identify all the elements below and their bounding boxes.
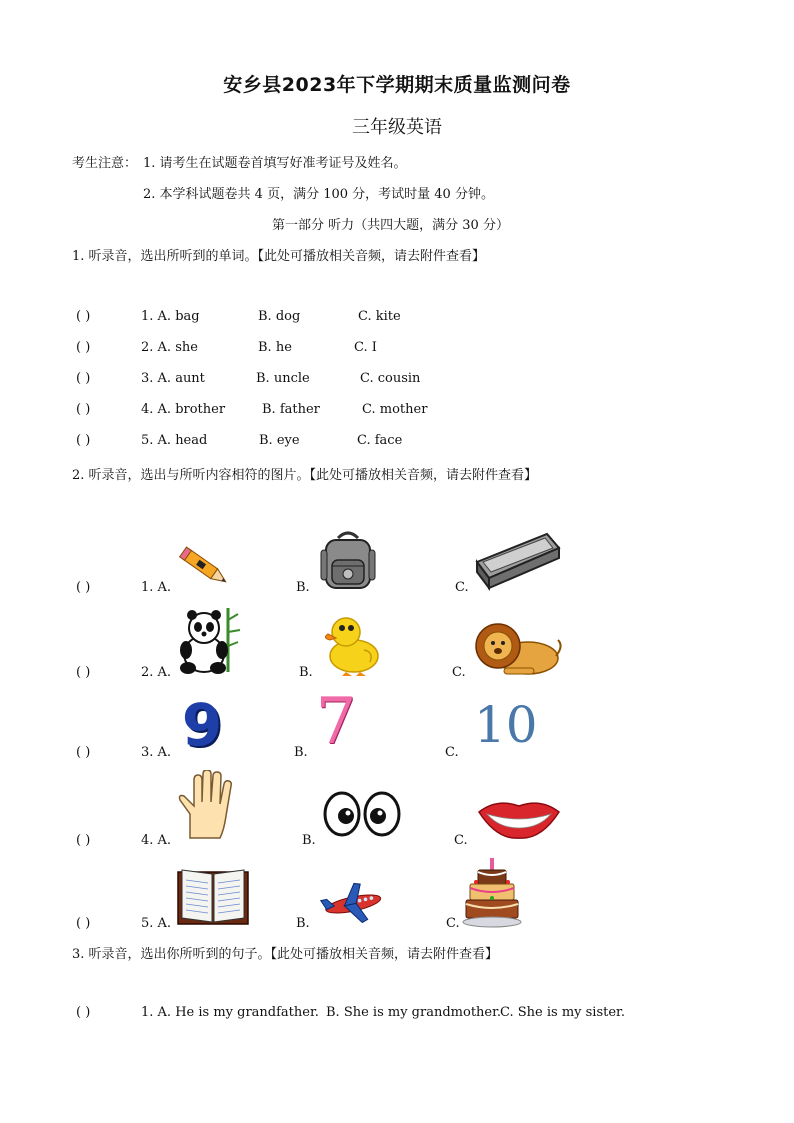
section3-heading: 3. 听录音，选出你所听到的句子。【此处可播放相关音频，请去附件查看】	[72, 947, 499, 962]
section1-heading: 1. 听录音，选出所听到的单词。【此处可播放相关音频，请去附件查看】	[72, 249, 486, 264]
option-a: 1. A. He is my grandfather.	[141, 1005, 319, 1020]
exam-title: 安乡县2023年下学期期末质量监测问卷	[223, 74, 571, 96]
backpack-icon[interactable]	[318, 530, 378, 592]
option-a: 1. A. bag	[141, 309, 200, 324]
option-b: B.	[296, 916, 310, 931]
answer-paren[interactable]: ( )	[76, 745, 91, 760]
notes-label: 考生注意：	[72, 156, 138, 171]
section1-row	[0, 371, 794, 389]
number-9-icon[interactable]: 9	[181, 691, 223, 759]
option-b: B. dog	[258, 309, 301, 324]
notes-line-1: 1. 请考生在试题卷首填写好准考证号及姓名。	[143, 156, 407, 171]
option-a: 1. A.	[141, 580, 172, 595]
option-c: C.	[455, 580, 469, 595]
eyes-icon[interactable]	[322, 790, 402, 838]
section2-heading: 2. 听录音，选出与所听内容相符的图片。【此处可播放相关音频，请去附件查看】	[72, 468, 538, 483]
option-c: C.	[445, 745, 459, 760]
part1-heading: 第一部分 听力（共四大题，满分 30 分）	[272, 218, 509, 233]
number-7-icon[interactable]: 7	[315, 685, 357, 759]
notes-line-2: 2. 本学科试题卷共 4 页，满分 100 分，考试时量 40 分钟。	[143, 187, 494, 202]
option-b: B. father	[262, 402, 320, 417]
section2-row	[0, 745, 794, 763]
option-c: C.	[452, 665, 466, 680]
duck-icon[interactable]	[320, 610, 384, 678]
section1-row	[0, 402, 794, 420]
answer-paren[interactable]: ( )	[76, 309, 91, 324]
answer-paren[interactable]: ( )	[76, 916, 91, 931]
option-b: B.	[299, 665, 313, 680]
option-b: B. uncle	[256, 371, 310, 386]
answer-paren[interactable]: ( )	[76, 402, 91, 417]
hand-icon[interactable]	[176, 770, 244, 840]
answer-paren[interactable]: ( )	[76, 580, 91, 595]
option-a: 5. A. head	[141, 433, 208, 448]
plane-icon[interactable]	[320, 880, 386, 926]
cake-icon[interactable]	[462, 856, 522, 928]
option-a: 4. A. brother	[141, 402, 226, 417]
section1-row	[0, 340, 794, 358]
option-c: C.	[446, 916, 460, 931]
option-b: B.	[296, 580, 310, 595]
option-c: C. I	[354, 340, 377, 355]
book-icon[interactable]	[176, 866, 250, 926]
answer-paren[interactable]: ( )	[76, 371, 91, 386]
option-c: C. kite	[358, 309, 401, 324]
option-c: C.	[454, 833, 468, 848]
section3-row	[0, 1005, 794, 1023]
panda-icon[interactable]	[176, 606, 242, 676]
answer-paren[interactable]: ( )	[76, 665, 91, 680]
option-b: B. She is my grandmother.	[326, 1005, 502, 1020]
answer-paren[interactable]: ( )	[76, 1005, 91, 1020]
option-b: B.	[302, 833, 316, 848]
section2-row	[0, 580, 794, 598]
option-a: 2. A.	[141, 665, 172, 680]
option-c: C. face	[357, 433, 403, 448]
section1-row	[0, 433, 794, 451]
section2-row	[0, 916, 794, 934]
mouth-icon[interactable]	[477, 798, 561, 840]
option-a: 3. A.	[141, 745, 172, 760]
pencil-case-icon[interactable]	[473, 522, 563, 592]
answer-paren[interactable]: ( )	[76, 340, 91, 355]
answer-paren[interactable]: ( )	[76, 433, 91, 448]
pencil-icon[interactable]	[176, 542, 236, 594]
exam-subtitle: 三年级英语	[352, 117, 442, 138]
number-10-icon[interactable]: 10	[474, 696, 538, 754]
option-c: C. mother	[362, 402, 428, 417]
option-a: 5. A.	[141, 916, 172, 931]
option-c: C. cousin	[360, 371, 421, 386]
option-a: 3. A. aunt	[141, 371, 205, 386]
option-c: C. She is my sister.	[500, 1005, 625, 1020]
lion-icon[interactable]	[474, 616, 562, 678]
answer-paren[interactable]: ( )	[76, 833, 91, 848]
option-b: B.	[294, 745, 308, 760]
option-b: B. he	[258, 340, 292, 355]
option-a: 2. A. she	[141, 340, 198, 355]
section1-row	[0, 309, 794, 327]
section2-row	[0, 665, 794, 683]
option-a: 4. A.	[141, 833, 172, 848]
option-b: B. eye	[259, 433, 300, 448]
